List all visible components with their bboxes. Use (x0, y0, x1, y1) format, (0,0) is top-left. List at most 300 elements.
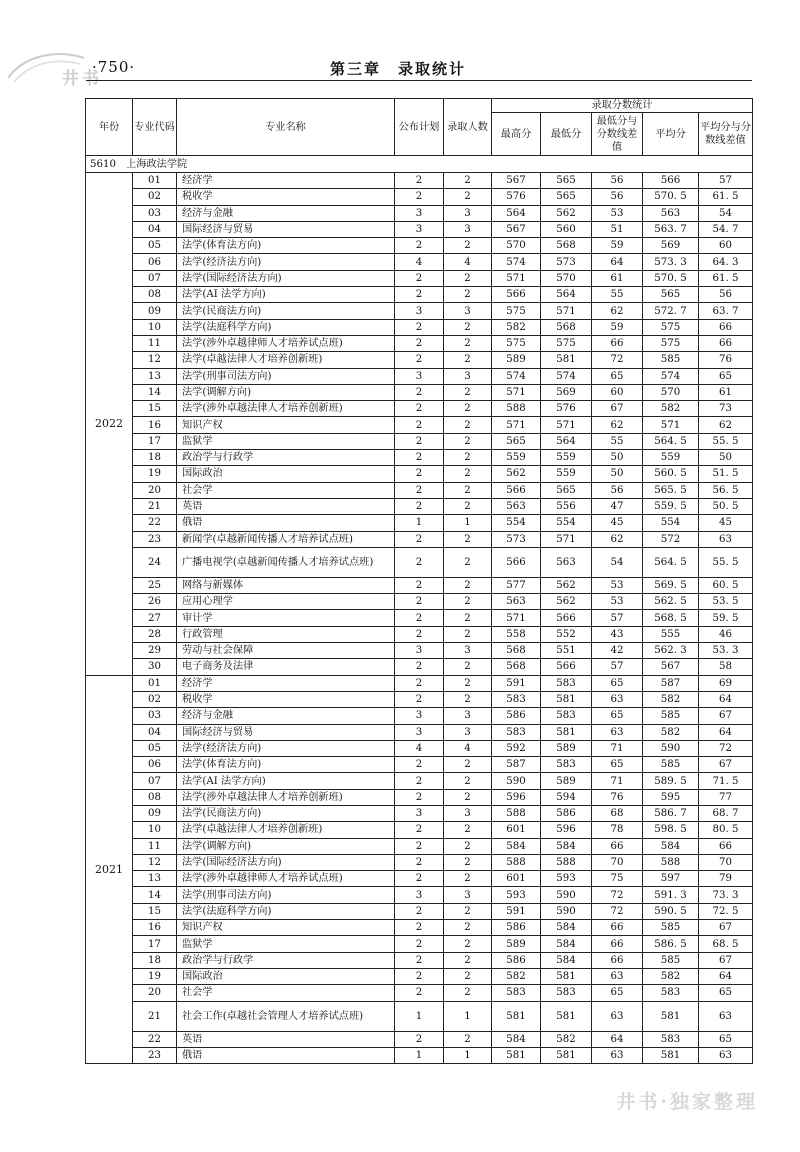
table-row (86, 238, 753, 254)
major-code-cell: 28 (133, 626, 177, 642)
table-row (86, 626, 753, 642)
avg-score-cell: 572 (643, 531, 699, 547)
major-code-cell: 10 (133, 822, 177, 838)
major-name-cell: 经济学 (177, 675, 395, 691)
min-diff-cell: 50 (592, 466, 643, 482)
max-score-cell: 583 (492, 985, 541, 1001)
table-row (86, 985, 753, 1001)
table-row (86, 968, 753, 984)
min-score-cell: 583 (541, 708, 592, 724)
max-score-cell: 590 (492, 773, 541, 789)
min-diff-cell: 78 (592, 822, 643, 838)
min-diff-cell: 43 (592, 626, 643, 642)
major-name-cell: 税收学 (177, 189, 395, 205)
min-diff-cell: 76 (592, 789, 643, 805)
admitted-cell: 3 (444, 221, 492, 237)
major-code-cell: 23 (133, 1047, 177, 1063)
avg-score-cell: 586. 5 (643, 936, 699, 952)
plan-cell: 1 (395, 515, 444, 531)
avg-diff-cell: 62 (699, 417, 753, 433)
avg-score-cell: 597 (643, 871, 699, 887)
min-score-cell: 590 (541, 903, 592, 919)
plan-cell: 3 (395, 643, 444, 659)
max-score-cell: 596 (492, 789, 541, 805)
col-min-diff: 最低分与分数线差值 (592, 113, 643, 156)
avg-diff-cell: 50 (699, 450, 753, 466)
min-score-cell: 560 (541, 221, 592, 237)
major-name-cell: 税收学 (177, 691, 395, 707)
avg-diff-cell: 65 (699, 368, 753, 384)
avg-score-cell: 582 (643, 968, 699, 984)
table-row (86, 368, 753, 384)
avg-score-cell: 575 (643, 319, 699, 335)
table-row (86, 887, 753, 903)
max-score-cell: 571 (492, 610, 541, 626)
admitted-cell: 2 (444, 401, 492, 417)
min-diff-cell: 63 (592, 1047, 643, 1063)
table-row (86, 433, 753, 449)
max-score-cell: 588 (492, 401, 541, 417)
avg-score-cell: 582 (643, 691, 699, 707)
max-score-cell: 583 (492, 691, 541, 707)
avg-diff-cell: 63. 7 (699, 303, 753, 319)
avg-score-cell: 573. 3 (643, 254, 699, 270)
min-diff-cell: 55 (592, 433, 643, 449)
major-name-cell: 俄语 (177, 1047, 395, 1063)
major-name-cell: 应用心理学 (177, 594, 395, 610)
avg-score-cell: 591. 3 (643, 887, 699, 903)
table-row (86, 838, 753, 854)
plan-cell: 3 (395, 303, 444, 319)
table-row (86, 450, 753, 466)
min-score-cell: 583 (541, 675, 592, 691)
chapter-title: 第三章 录取统计 (330, 60, 467, 78)
plan-cell: 2 (395, 594, 444, 610)
col-major-code: 专业代码 (133, 99, 177, 156)
major-name-cell: 知识产权 (177, 920, 395, 936)
admitted-cell: 3 (444, 887, 492, 903)
table-row (86, 643, 753, 659)
admitted-cell: 2 (444, 920, 492, 936)
plan-cell: 4 (395, 254, 444, 270)
table-row (86, 335, 753, 351)
table-row (86, 221, 753, 237)
admitted-cell: 2 (444, 335, 492, 351)
avg-diff-cell: 63 (699, 1001, 753, 1031)
major-name-cell: 社会学 (177, 985, 395, 1001)
plan-cell: 2 (395, 871, 444, 887)
avg-score-cell: 585 (643, 757, 699, 773)
avg-diff-cell: 72. 5 (699, 903, 753, 919)
table-row (86, 610, 753, 626)
min-diff-cell: 72 (592, 352, 643, 368)
min-score-cell: 568 (541, 319, 592, 335)
max-score-cell: 589 (492, 936, 541, 952)
major-name-cell: 法学(法庭科学方向) (177, 319, 395, 335)
col-plan: 公布计划 (395, 99, 444, 156)
avg-score-cell: 584 (643, 838, 699, 854)
major-code-cell: 29 (133, 643, 177, 659)
avg-score-cell: 595 (643, 789, 699, 805)
table-row (86, 936, 753, 952)
admitted-cell: 2 (444, 352, 492, 368)
avg-score-cell: 559 (643, 450, 699, 466)
major-name-cell: 政治学与行政学 (177, 952, 395, 968)
min-score-cell: 551 (541, 643, 592, 659)
major-code-cell: 11 (133, 335, 177, 351)
major-name-cell: 电子商务及法律 (177, 659, 395, 675)
admitted-cell: 2 (444, 319, 492, 335)
plan-cell: 2 (395, 189, 444, 205)
plan-cell: 3 (395, 805, 444, 821)
min-score-cell: 596 (541, 822, 592, 838)
table-row (86, 1047, 753, 1063)
avg-diff-cell: 57 (699, 173, 753, 189)
avg-diff-cell: 51. 5 (699, 466, 753, 482)
major-name-cell: 社会工作(卓越社会管理人才培养试点班) (177, 1001, 395, 1031)
avg-score-cell: 570. 5 (643, 189, 699, 205)
admitted-cell: 3 (444, 805, 492, 821)
plan-cell: 2 (395, 773, 444, 789)
min-score-cell: 565 (541, 482, 592, 498)
plan-cell: 2 (395, 531, 444, 547)
min-score-cell: 568 (541, 238, 592, 254)
max-score-cell: 566 (492, 482, 541, 498)
plan-cell: 3 (395, 368, 444, 384)
major-name-cell: 法学(AI 法学方向) (177, 773, 395, 789)
min-diff-cell: 55 (592, 287, 643, 303)
major-name-cell: 经济与金融 (177, 205, 395, 221)
admitted-cell: 2 (444, 968, 492, 984)
avg-score-cell: 570. 5 (643, 270, 699, 286)
min-diff-cell: 67 (592, 401, 643, 417)
min-score-cell: 571 (541, 417, 592, 433)
min-score-cell: 566 (541, 610, 592, 626)
table-row (86, 270, 753, 286)
major-code-cell: 15 (133, 903, 177, 919)
admitted-cell: 2 (444, 498, 492, 514)
table-row (86, 952, 753, 968)
major-name-cell: 审计学 (177, 610, 395, 626)
major-code-cell: 05 (133, 740, 177, 756)
min-diff-cell: 57 (592, 610, 643, 626)
major-code-cell: 27 (133, 610, 177, 626)
min-score-cell: 590 (541, 887, 592, 903)
plan-cell: 2 (395, 498, 444, 514)
min-diff-cell: 59 (592, 319, 643, 335)
major-code-cell: 15 (133, 401, 177, 417)
min-score-cell: 581 (541, 352, 592, 368)
table-row (86, 920, 753, 936)
avg-diff-cell: 79 (699, 871, 753, 887)
major-name-cell: 法学(民商法方向) (177, 303, 395, 319)
table-row (86, 173, 753, 189)
avg-diff-cell: 53. 5 (699, 594, 753, 610)
avg-diff-cell: 76 (699, 352, 753, 368)
table-row (86, 401, 753, 417)
min-diff-cell: 61 (592, 270, 643, 286)
min-score-cell: 581 (541, 968, 592, 984)
avg-score-cell: 567 (643, 659, 699, 675)
plan-cell: 2 (395, 433, 444, 449)
col-major-name: 专业名称 (177, 99, 395, 156)
plan-cell: 4 (395, 740, 444, 756)
plan-cell: 3 (395, 887, 444, 903)
admitted-cell: 4 (444, 740, 492, 756)
major-code-cell: 17 (133, 433, 177, 449)
major-name-cell: 法学(涉外卓越法律人才培养创新班) (177, 401, 395, 417)
plan-cell: 2 (395, 968, 444, 984)
plan-cell: 2 (395, 384, 444, 400)
min-score-cell: 581 (541, 724, 592, 740)
min-diff-cell: 66 (592, 952, 643, 968)
min-diff-cell: 71 (592, 740, 643, 756)
avg-diff-cell: 54 (699, 205, 753, 221)
major-name-cell: 社会学 (177, 482, 395, 498)
table-row (86, 871, 753, 887)
major-code-cell: 04 (133, 221, 177, 237)
table-row (86, 577, 753, 593)
admitted-cell: 2 (444, 626, 492, 642)
major-name-cell: 新闻学(卓越新闻传播人才培养试点班) (177, 531, 395, 547)
avg-diff-cell: 65 (699, 1031, 753, 1047)
avg-score-cell: 583 (643, 985, 699, 1001)
plan-cell: 2 (395, 547, 444, 577)
avg-score-cell: 572. 7 (643, 303, 699, 319)
avg-score-cell: 581 (643, 1001, 699, 1031)
admitted-cell: 2 (444, 773, 492, 789)
min-diff-cell: 63 (592, 724, 643, 740)
avg-diff-cell: 61 (699, 384, 753, 400)
admitted-cell: 3 (444, 368, 492, 384)
avg-diff-cell: 60. 5 (699, 577, 753, 593)
plan-cell: 2 (395, 450, 444, 466)
min-score-cell: 581 (541, 691, 592, 707)
min-diff-cell: 42 (592, 643, 643, 659)
table-row (86, 303, 753, 319)
admitted-cell: 2 (444, 789, 492, 805)
plan-cell: 2 (395, 577, 444, 593)
min-diff-cell: 66 (592, 936, 643, 952)
page-number: ·750· (92, 58, 136, 76)
major-name-cell: 国际经济与贸易 (177, 724, 395, 740)
avg-diff-cell: 73. 3 (699, 887, 753, 903)
major-code-cell: 12 (133, 352, 177, 368)
avg-score-cell: 563. 7 (643, 221, 699, 237)
plan-cell: 2 (395, 659, 444, 675)
major-name-cell: 法学(体育法方向) (177, 238, 395, 254)
plan-cell: 2 (395, 287, 444, 303)
min-score-cell: 582 (541, 1031, 592, 1047)
avg-diff-cell: 55. 5 (699, 547, 753, 577)
avg-diff-cell: 64 (699, 691, 753, 707)
avg-score-cell: 566 (643, 173, 699, 189)
min-diff-cell: 56 (592, 173, 643, 189)
plan-cell: 2 (395, 352, 444, 368)
plan-cell: 2 (395, 675, 444, 691)
admitted-cell: 2 (444, 384, 492, 400)
major-name-cell: 监狱学 (177, 433, 395, 449)
min-diff-cell: 47 (592, 498, 643, 514)
major-name-cell: 劳动与社会保障 (177, 643, 395, 659)
min-diff-cell: 63 (592, 1001, 643, 1031)
plan-cell: 3 (395, 221, 444, 237)
plan-cell: 1 (395, 1047, 444, 1063)
max-score-cell: 562 (492, 466, 541, 482)
table-row (86, 547, 753, 577)
admitted-cell: 2 (444, 173, 492, 189)
min-score-cell: 565 (541, 189, 592, 205)
avg-score-cell: 585 (643, 708, 699, 724)
avg-score-cell: 571 (643, 417, 699, 433)
major-code-cell: 22 (133, 515, 177, 531)
min-score-cell: 581 (541, 1001, 592, 1031)
plan-cell: 3 (395, 708, 444, 724)
col-min: 最低分 (541, 113, 592, 156)
min-score-cell: 564 (541, 287, 592, 303)
min-score-cell: 552 (541, 626, 592, 642)
major-name-cell: 法学(体育法方向) (177, 757, 395, 773)
admitted-cell: 2 (444, 854, 492, 870)
min-diff-cell: 71 (592, 773, 643, 789)
major-code-cell: 19 (133, 968, 177, 984)
col-score-group: 录取分数统计 (492, 99, 753, 113)
major-name-cell: 法学(法庭科学方向) (177, 903, 395, 919)
min-diff-cell: 56 (592, 189, 643, 205)
avg-diff-cell: 67 (699, 757, 753, 773)
col-avg-diff: 平均分与分数线差值 (699, 113, 753, 156)
min-score-cell: 583 (541, 757, 592, 773)
major-code-cell: 26 (133, 594, 177, 610)
max-score-cell: 571 (492, 384, 541, 400)
min-diff-cell: 45 (592, 515, 643, 531)
min-score-cell: 562 (541, 594, 592, 610)
admitted-cell: 2 (444, 610, 492, 626)
min-diff-cell: 65 (592, 368, 643, 384)
admitted-cell: 2 (444, 433, 492, 449)
avg-score-cell: 585 (643, 352, 699, 368)
max-score-cell: 577 (492, 577, 541, 593)
max-score-cell: 563 (492, 498, 541, 514)
major-name-cell: 法学(调解方向) (177, 384, 395, 400)
max-score-cell: 559 (492, 450, 541, 466)
major-name-cell: 法学(卓越法律人才培养创新班) (177, 352, 395, 368)
admitted-cell: 3 (444, 205, 492, 221)
plan-cell: 3 (395, 724, 444, 740)
max-score-cell: 591 (492, 675, 541, 691)
major-code-cell: 16 (133, 417, 177, 433)
table-row (86, 675, 753, 691)
plan-cell: 2 (395, 903, 444, 919)
plan-cell: 2 (395, 173, 444, 189)
major-name-cell: 法学(国际经济法方向) (177, 854, 395, 870)
major-code-cell: 24 (133, 547, 177, 577)
major-name-cell: 监狱学 (177, 936, 395, 952)
avg-diff-cell: 66 (699, 335, 753, 351)
avg-score-cell: 565 (643, 287, 699, 303)
plan-cell: 2 (395, 920, 444, 936)
avg-score-cell: 554 (643, 515, 699, 531)
max-score-cell: 582 (492, 319, 541, 335)
watermark: 井书·独家整理 (616, 1091, 758, 1113)
major-code-cell: 16 (133, 920, 177, 936)
major-code-cell: 13 (133, 871, 177, 887)
min-score-cell: 564 (541, 433, 592, 449)
major-code-cell: 06 (133, 757, 177, 773)
min-score-cell: 588 (541, 854, 592, 870)
avg-diff-cell: 61. 5 (699, 189, 753, 205)
max-score-cell: 565 (492, 433, 541, 449)
table-row (86, 659, 753, 675)
avg-score-cell: 598. 5 (643, 822, 699, 838)
major-code-cell: 03 (133, 708, 177, 724)
admitted-cell: 2 (444, 838, 492, 854)
plan-cell: 2 (395, 626, 444, 642)
max-score-cell: 575 (492, 335, 541, 351)
avg-diff-cell: 68. 7 (699, 805, 753, 821)
min-score-cell: 586 (541, 805, 592, 821)
min-score-cell: 574 (541, 368, 592, 384)
min-diff-cell: 72 (592, 887, 643, 903)
avg-diff-cell: 59. 5 (699, 610, 753, 626)
min-diff-cell: 75 (592, 871, 643, 887)
min-score-cell: 554 (541, 515, 592, 531)
major-name-cell: 国际政治 (177, 968, 395, 984)
avg-score-cell: 589. 5 (643, 773, 699, 789)
min-score-cell: 584 (541, 838, 592, 854)
avg-diff-cell: 67 (699, 708, 753, 724)
plan-cell: 2 (395, 789, 444, 805)
major-name-cell: 国际政治 (177, 466, 395, 482)
avg-score-cell: 560. 5 (643, 466, 699, 482)
avg-score-cell: 562. 3 (643, 643, 699, 659)
max-score-cell: 593 (492, 887, 541, 903)
avg-score-cell: 574 (643, 368, 699, 384)
min-diff-cell: 66 (592, 920, 643, 936)
admitted-cell: 3 (444, 643, 492, 659)
avg-diff-cell: 71. 5 (699, 773, 753, 789)
max-score-cell: 588 (492, 854, 541, 870)
admitted-cell: 2 (444, 482, 492, 498)
major-code-cell: 20 (133, 482, 177, 498)
max-score-cell: 566 (492, 547, 541, 577)
major-code-cell: 11 (133, 838, 177, 854)
table-row (86, 724, 753, 740)
major-code-cell: 21 (133, 498, 177, 514)
avg-score-cell: 585 (643, 920, 699, 936)
avg-score-cell: 562. 5 (643, 594, 699, 610)
admitted-cell: 1 (444, 515, 492, 531)
min-diff-cell: 65 (592, 708, 643, 724)
avg-score-cell: 555 (643, 626, 699, 642)
admitted-cell: 2 (444, 287, 492, 303)
table-row (86, 384, 753, 400)
admission-table (85, 98, 753, 1064)
avg-diff-cell: 56 (699, 287, 753, 303)
admitted-cell: 2 (444, 903, 492, 919)
table-row (86, 822, 753, 838)
admitted-cell: 2 (444, 189, 492, 205)
min-score-cell: 583 (541, 985, 592, 1001)
table-row (86, 319, 753, 335)
max-score-cell: 584 (492, 1031, 541, 1047)
avg-diff-cell: 72 (699, 740, 753, 756)
year-cell: 2021 (86, 675, 133, 1064)
table-row (86, 189, 753, 205)
avg-score-cell: 582 (643, 724, 699, 740)
min-score-cell: 584 (541, 936, 592, 952)
avg-diff-cell: 45 (699, 515, 753, 531)
